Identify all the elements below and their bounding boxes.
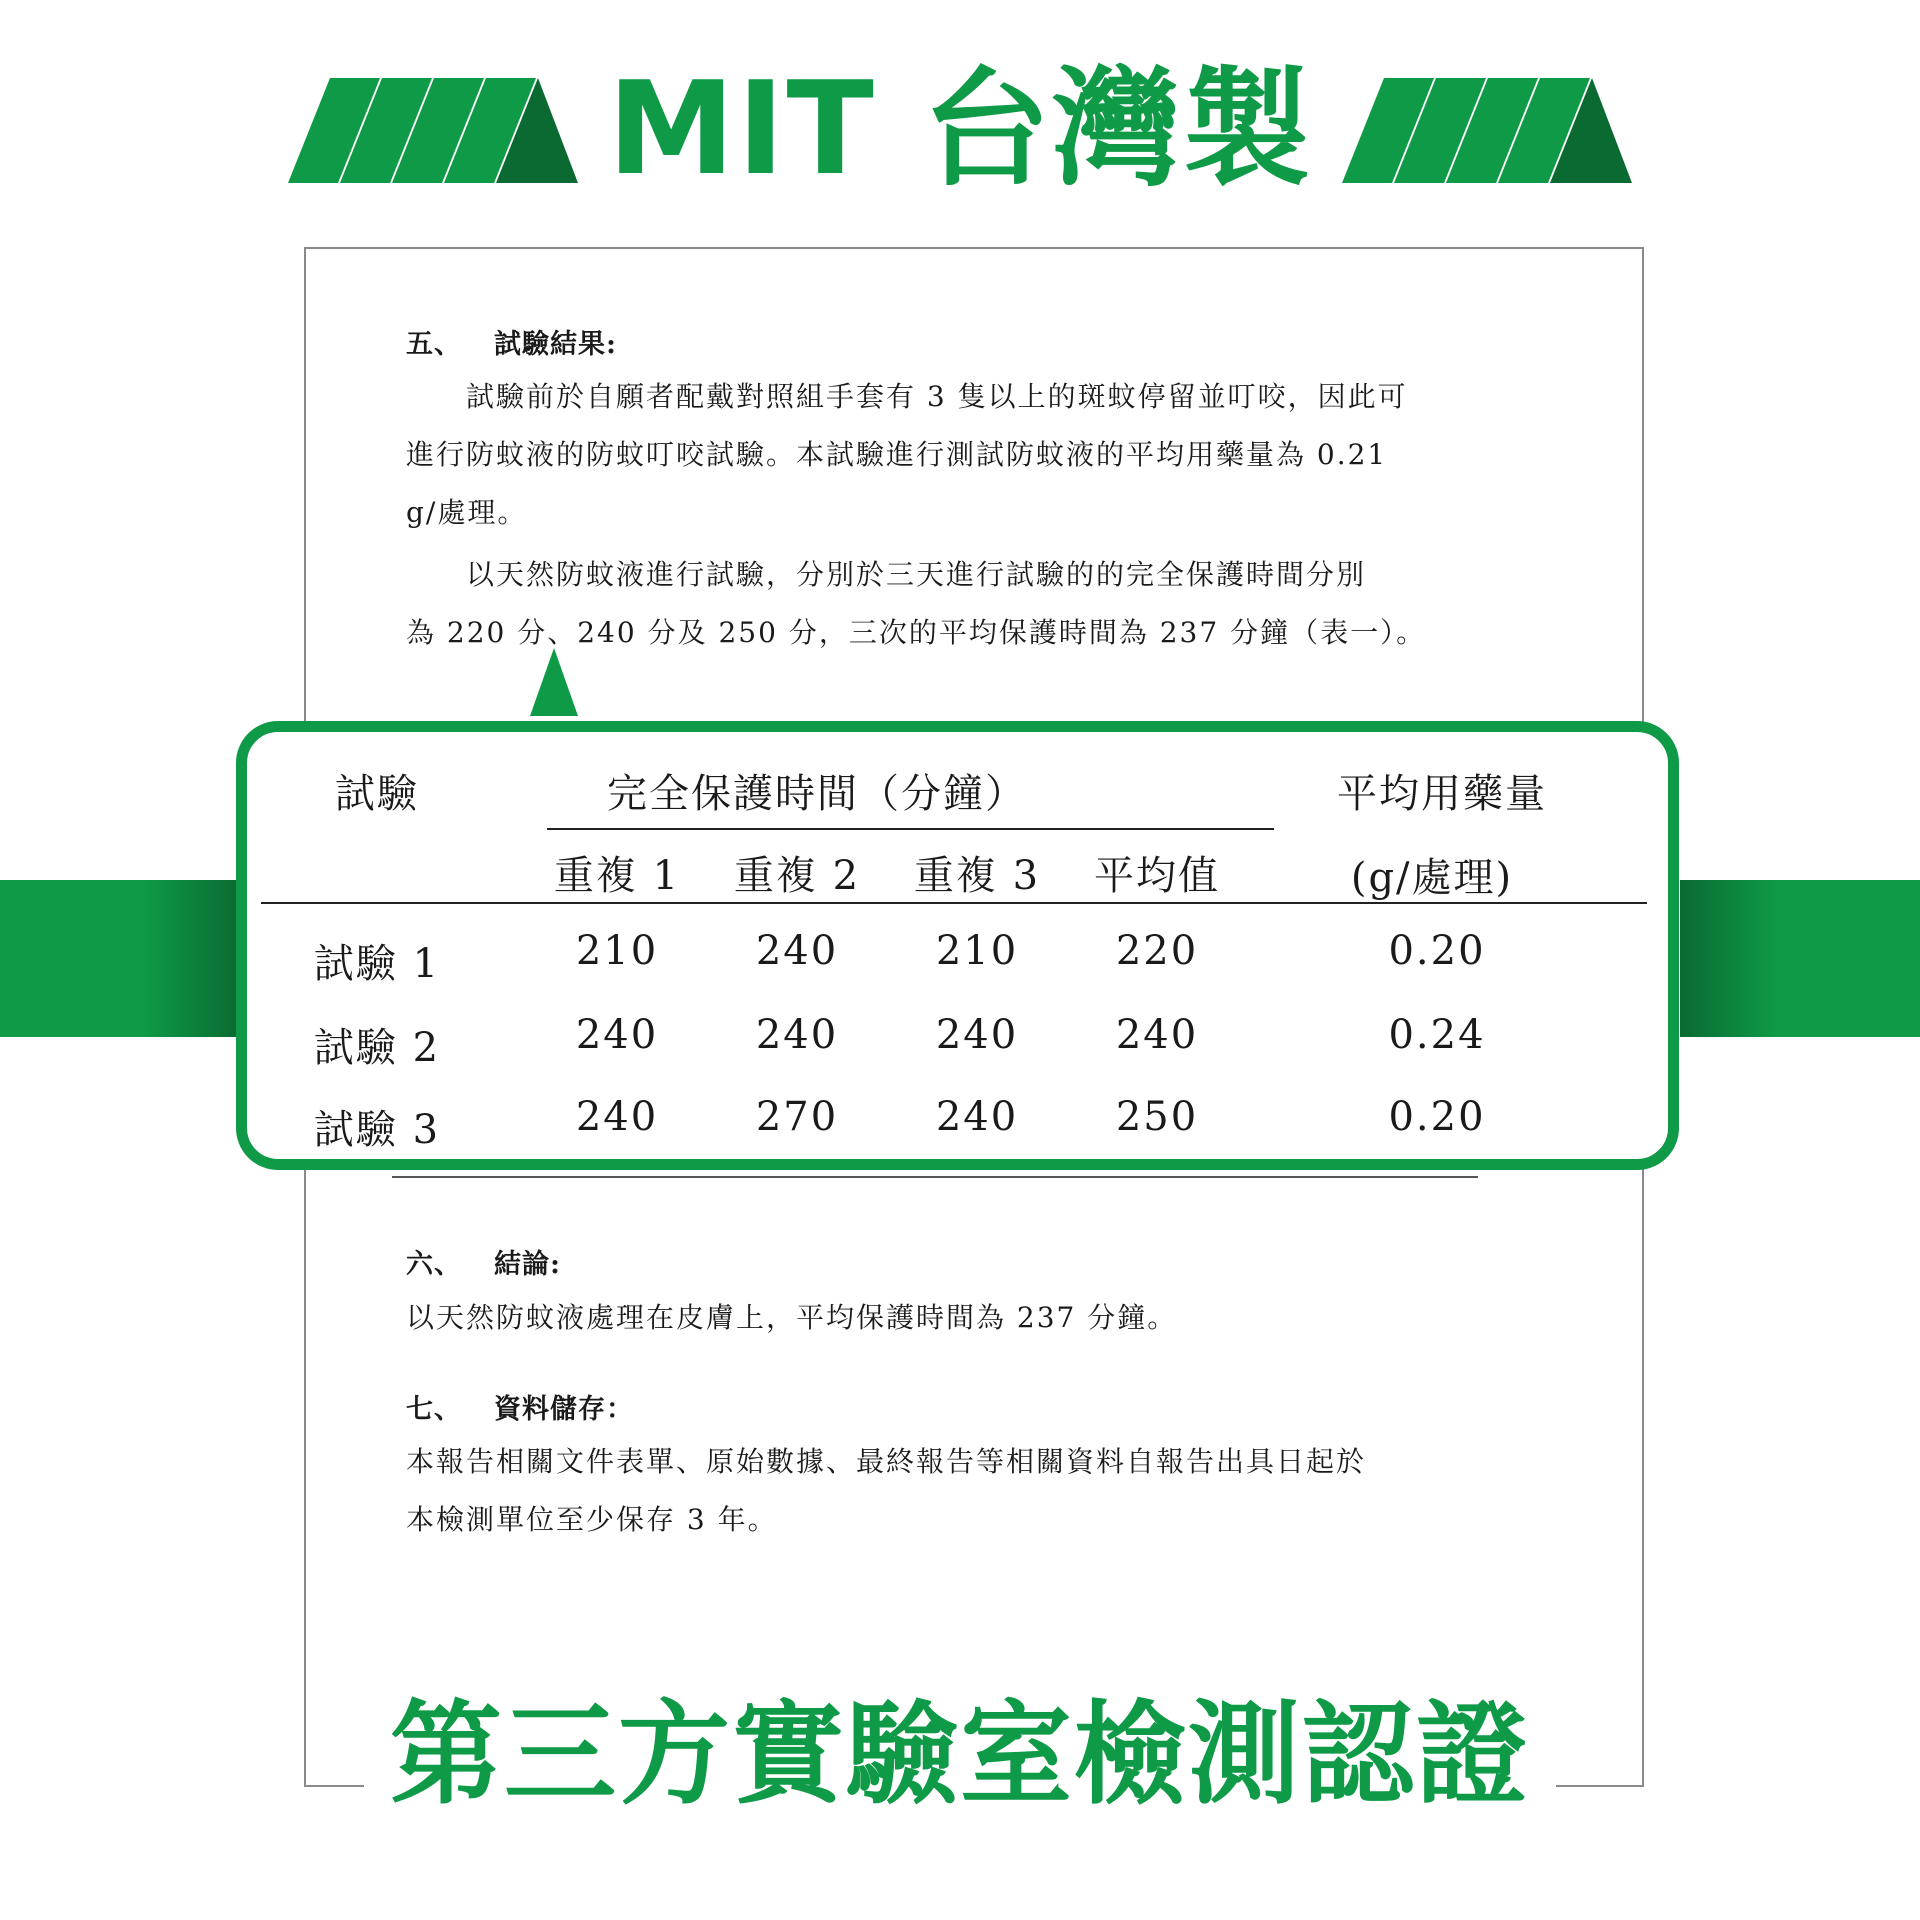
section6-title: 結論: (494, 1249, 561, 1280)
header-banner (0, 50, 1920, 210)
row2-rep2: 240 (755, 1012, 839, 1058)
row3-average: 250 (1115, 1094, 1199, 1140)
section7-text: 本報告相關文件表單、原始數據、最終報告等相關資料自報告出具日起於 本檢測單位至少保存 3 年。 (406, 1445, 1367, 1536)
header-title: MIT 台灣製 (607, 55, 1313, 204)
section6-text: 以天然防蚊液處理在皮膚上，平均保護時間為 237 分鐘。 (406, 1301, 1178, 1334)
callout-pointer (530, 648, 578, 716)
subheader-rep1: 重複 1 (553, 853, 681, 899)
row2-label: 試驗 2 (313, 1025, 441, 1071)
row1-label: 試驗 1 (313, 941, 441, 987)
row3-dosage: 0.20 (1388, 1094, 1486, 1140)
section6-heading (406, 1242, 561, 1281)
results-table (236, 721, 1679, 1170)
header-bottom-rule (261, 902, 1647, 904)
subheader-rep2: 重複 2 (733, 853, 861, 899)
green-band-right (1680, 880, 1920, 1037)
row3-rep2: 270 (755, 1094, 839, 1140)
section5-heading (406, 322, 617, 361)
section7-title: 資料儲存： (494, 1394, 634, 1425)
header-dosage: 平均用藥量 (1337, 771, 1547, 817)
section7-heading (406, 1387, 634, 1426)
row1-rep1: 210 (575, 928, 659, 974)
subheader-average: 平均值 (1094, 853, 1220, 899)
row2-rep1: 240 (575, 1012, 659, 1058)
row1-dosage: 0.20 (1388, 928, 1486, 974)
row3-rep1: 240 (575, 1094, 659, 1140)
row2-average: 240 (1115, 1012, 1199, 1058)
row1-rep2: 240 (755, 928, 839, 974)
right-stripes-decoration (1342, 78, 1632, 183)
table-bottom-rule (392, 1176, 1478, 1178)
footer-banner (0, 1690, 1920, 1820)
row1-average: 220 (1115, 928, 1199, 974)
section5-paragraph-1: 試驗前於自願者配戴對照組手套有 3 隻以上的斑蚊停留並叮咬，因此可 進行防蚊液的防蚊叮咬試驗。本試驗進行測試防蚊液的平均用藥量為 0.21 g/處理。 (406, 380, 1408, 529)
section6-number: 六、 (406, 1249, 462, 1280)
section5-title: 試驗結果: (494, 329, 617, 360)
row3-rep3: 240 (935, 1094, 1019, 1140)
section7-number: 七、 (406, 1394, 462, 1425)
green-band-left (0, 880, 240, 1037)
row3-label: 試驗 3 (313, 1107, 441, 1153)
left-stripes-decoration (288, 78, 578, 183)
footer-title: 第三方實驗室檢測認證 (364, 1699, 1556, 1811)
row2-dosage: 0.24 (1388, 1012, 1486, 1058)
row2-rep3: 240 (935, 1012, 1019, 1058)
section5-number: 五、 (406, 329, 462, 360)
section5-paragraph-2: 以天然防蚊液進行試驗，分別於三天進行試驗的的完全保護時間分別 為 220 分、240 分及 250 分，三次的平均保護時間為 237 分鐘（表一）。 (406, 558, 1427, 649)
header-protection-time: 完全保護時間（分鐘） (607, 771, 1027, 817)
row1-rep3: 210 (935, 928, 1019, 974)
header-group-rule (547, 828, 1274, 830)
header-trial: 試驗 (335, 771, 419, 817)
dosage-unit: (g/處理) (1350, 855, 1514, 901)
subheader-rep3: 重複 3 (913, 853, 1041, 899)
